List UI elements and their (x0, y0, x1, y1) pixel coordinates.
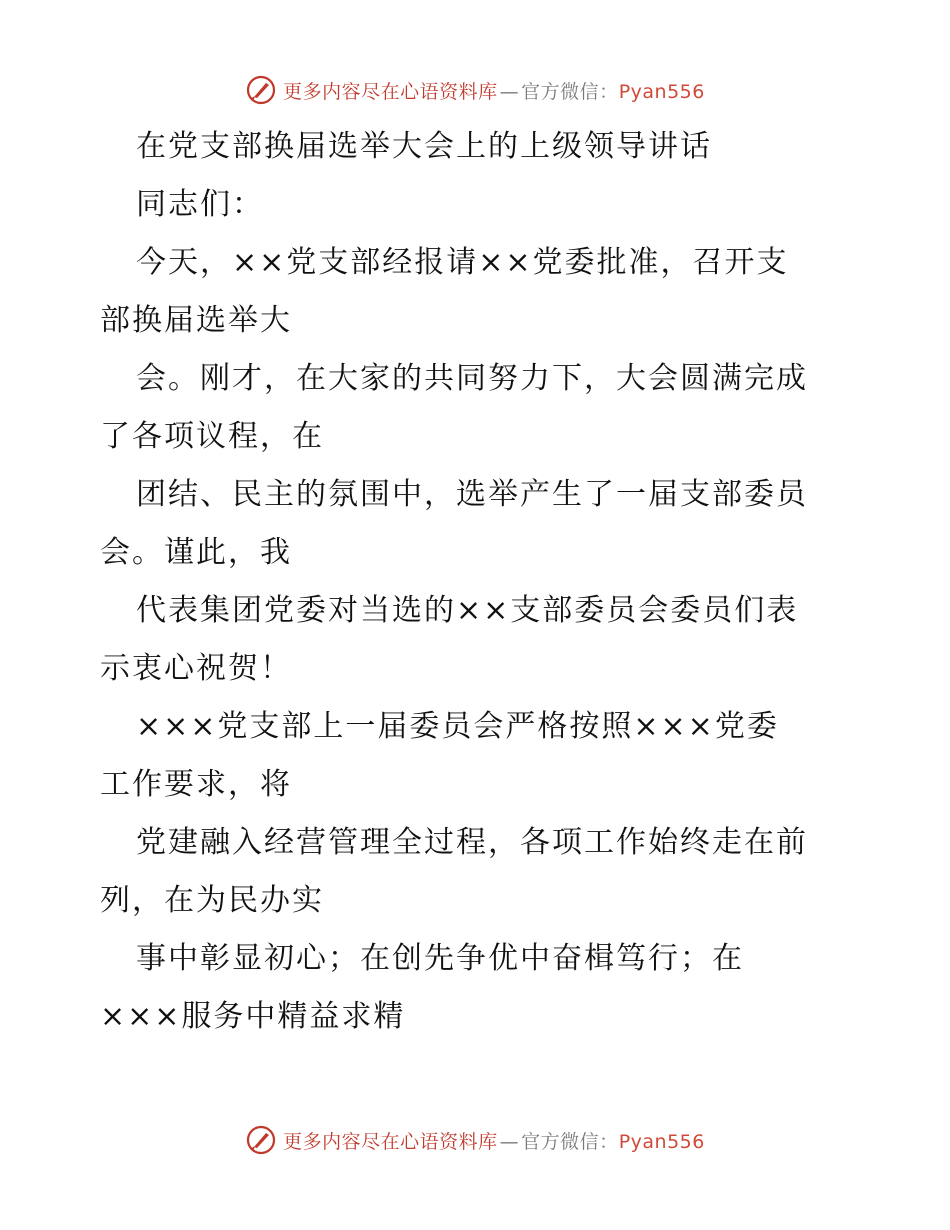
banner-dash: — (499, 1130, 520, 1153)
document-body (100, 118, 860, 1046)
banner-text (283, 77, 705, 104)
text-line: 部换届选举大 (100, 303, 292, 338)
document-title: 在党支部换届选举大会上的上级领导讲话 (136, 129, 712, 164)
banner-wechat-id: Pyan556 (618, 80, 705, 103)
text-line: 同志们： (136, 187, 264, 222)
text-line: 今天，××党支部经报请××党委批准，召开支 (136, 245, 789, 280)
text-line: ×××党支部上一届委员会严格按照×××党委 (136, 709, 779, 744)
text-line: 工作要求，将 (100, 767, 292, 802)
text-line: 会。刚才，在大家的共同努力下，大会圆满完成 (136, 361, 808, 396)
text-line: ×××服务中精益求精 (100, 999, 406, 1034)
banner-main: 更多内容尽在心语资料库 (283, 1130, 498, 1153)
banner-main: 更多内容尽在心语资料库 (283, 80, 498, 103)
text-line: 团结、民主的氛围中，选举产生了一届支部委员 (136, 477, 808, 512)
footer-banner (0, 1120, 950, 1160)
banner-dash: — (499, 80, 520, 103)
text-line: 会。谨此，我 (100, 535, 292, 570)
banner-text (283, 1127, 705, 1154)
text-line: 了各项议程，在 (100, 419, 324, 454)
banner-official: 官方微信： (521, 80, 619, 103)
text-line: 事中彰显初心；在创先争优中奋楫笃行；在 (136, 941, 744, 976)
text-line: 列，在为民办实 (100, 883, 324, 918)
banner-official: 官方微信： (521, 1130, 619, 1153)
quill-logo-icon (245, 74, 277, 106)
text-line: 代表集团党委对当选的××支部委员会委员们表 (136, 593, 799, 628)
banner-wechat-id: Pyan556 (618, 1130, 705, 1153)
quill-logo-icon (245, 1124, 277, 1156)
text-line: 党建融入经营管理全过程，各项工作始终走在前 (136, 825, 808, 860)
text-line: 示衷心祝贺！ (100, 651, 292, 686)
header-banner (0, 70, 950, 110)
